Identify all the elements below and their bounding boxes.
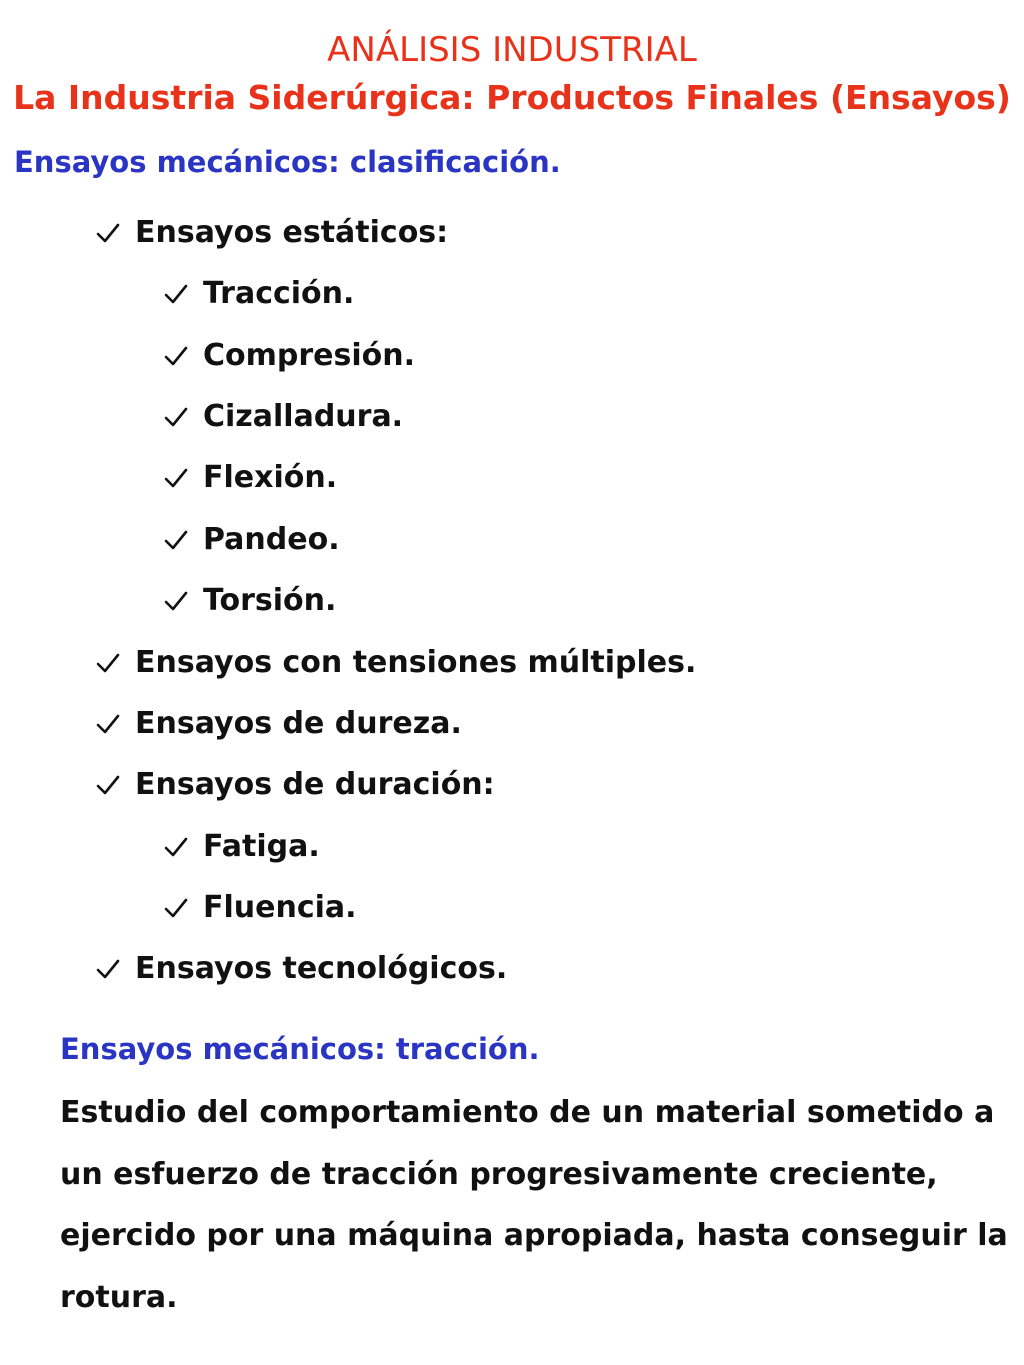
list-item-label: Ensayos de dureza. [135, 706, 462, 741]
slide-subtitle: La Industria Siderúrgica: Productos Finales (Ensayos) [13, 78, 1011, 117]
checkmark-icon [164, 344, 188, 368]
slide-title: ANÁLISIS INDUSTRIAL [327, 30, 697, 70]
list-item-flexion [164, 460, 337, 495]
list-item-label: Ensayos estáticos: [135, 215, 449, 250]
list-item-duration [96, 767, 495, 802]
paragraph-line: ejercido por una máquina apropiada, hasta conseguir la [60, 1218, 1008, 1253]
list-item-multiple-stress [96, 645, 696, 680]
list-item-fluencia [164, 890, 357, 925]
classification-heading: Ensayos mecánicos: clasificación. [14, 145, 561, 179]
list-item-label: Fluencia. [203, 890, 357, 925]
checkmark-icon [164, 282, 188, 306]
checkmark-icon [164, 896, 188, 920]
paragraph-line: rotura. [60, 1279, 178, 1315]
list-item-label: Fatiga. [203, 829, 320, 864]
list-item-label: Torsión. [203, 583, 337, 618]
checkmark-icon [96, 221, 120, 245]
list-item-label: Compresión. [203, 338, 416, 373]
list-item-torsion [164, 583, 336, 618]
list-item-hardness [96, 706, 462, 741]
list-item-technological [96, 951, 507, 986]
list-item-label: Ensayos con tensiones múltiples. [135, 645, 697, 680]
checkmark-icon [164, 466, 188, 490]
list-item-label: Cizalladura. [203, 399, 404, 434]
traction-description [60, 1082, 1008, 1328]
list-item-compresion [164, 338, 415, 373]
checkmark-icon [164, 835, 188, 859]
list-item-label: Ensayos tecnológicos. [135, 951, 508, 986]
paragraph-line: un esfuerzo de tracción progresivamente creciente, [60, 1156, 938, 1192]
list-item-pandeo [164, 522, 340, 557]
checkmark-icon [96, 773, 120, 797]
checkmark-icon [164, 405, 188, 429]
list-item-label: Flexión. [203, 460, 338, 495]
traction-heading: Ensayos mecánicos: tracción. [60, 1032, 540, 1066]
list-item-cizalladura [164, 399, 403, 434]
list-item-label: Pandeo. [203, 522, 340, 557]
paragraph-line: Estudio del comportamiento de un material sometido a [60, 1095, 995, 1130]
list-item-traccion [164, 276, 354, 311]
checkmark-icon [96, 957, 120, 981]
checkmark-icon [96, 651, 120, 675]
checkmark-icon [164, 589, 188, 613]
checkmark-icon [164, 528, 188, 552]
list-item-label: Ensayos de duración: [135, 767, 495, 802]
list-item-static-tests [96, 215, 448, 250]
checkmark-icon [96, 712, 120, 736]
list-item-label: Tracción. [203, 276, 355, 311]
list-item-fatiga [164, 829, 320, 864]
